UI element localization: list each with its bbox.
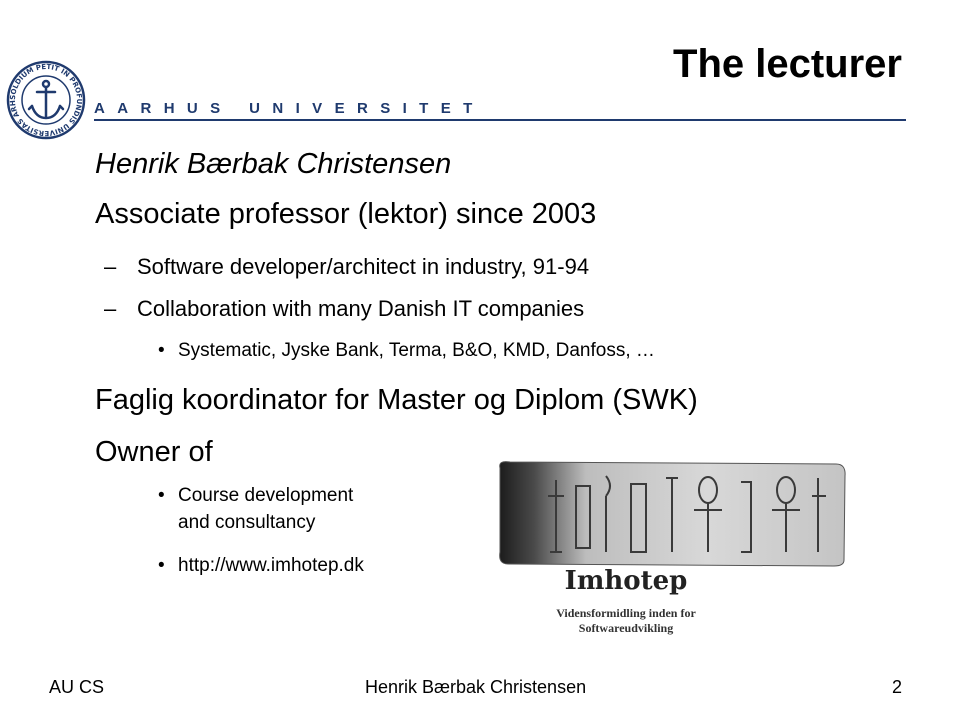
owner-item [158, 485, 353, 507]
dash-bullet: – [104, 296, 117, 321]
seal-text: SOLDIUM PETIT IN PROFUNDIS UNIVERSITAS ARH [8, 62, 84, 138]
companies-text: Systematic, Jyske Bank, Terma, B&O, KMD, Danfoss, … [178, 340, 655, 361]
bullet-icon: • [158, 555, 165, 576]
bullet-icon: • [158, 485, 165, 506]
experience-text: Collaboration with many Danish IT companies [137, 296, 585, 321]
website-link[interactable]: http://www.imhotep.dk [178, 555, 364, 576]
experience-text: Software developer/architect in industry, 91-94 [137, 254, 590, 279]
page-number: 2 [891, 677, 902, 697]
header-rule [94, 119, 906, 121]
experience-item [104, 296, 584, 322]
dash-bullet: – [104, 254, 117, 279]
imhotep-logo-text: Imhotep [564, 566, 688, 596]
owner-item-text: Course development [178, 485, 354, 506]
imhotep-tablet-image [496, 456, 848, 568]
footer-author: Henrik Bærbak Christensen [365, 677, 587, 697]
imhotep-tagline: Softwareudvikling [578, 621, 674, 635]
imhotep-tagline: Vidensformidling inden for [556, 606, 696, 620]
university-seal-logo [6, 60, 86, 140]
slide-title: The lecturer [673, 42, 902, 86]
owner-item [158, 555, 364, 577]
lecturer-name: Henrik Bærbak Christensen [95, 148, 452, 180]
companies-item [158, 340, 655, 362]
anchor-icon [29, 81, 63, 118]
owner-item-continued: and consultancy [178, 512, 316, 533]
coordinator-line: Faglig koordinator for Master og Diplom (SWK) [95, 384, 698, 416]
bullet-icon: • [158, 340, 165, 361]
university-name: AARHUS UNIVERSITET [94, 100, 485, 117]
footer-left: AU CS [49, 677, 105, 697]
position-line: Associate professor (lektor) since 2003 [95, 198, 597, 230]
owner-heading: Owner of [95, 436, 213, 468]
experience-item [104, 254, 589, 280]
